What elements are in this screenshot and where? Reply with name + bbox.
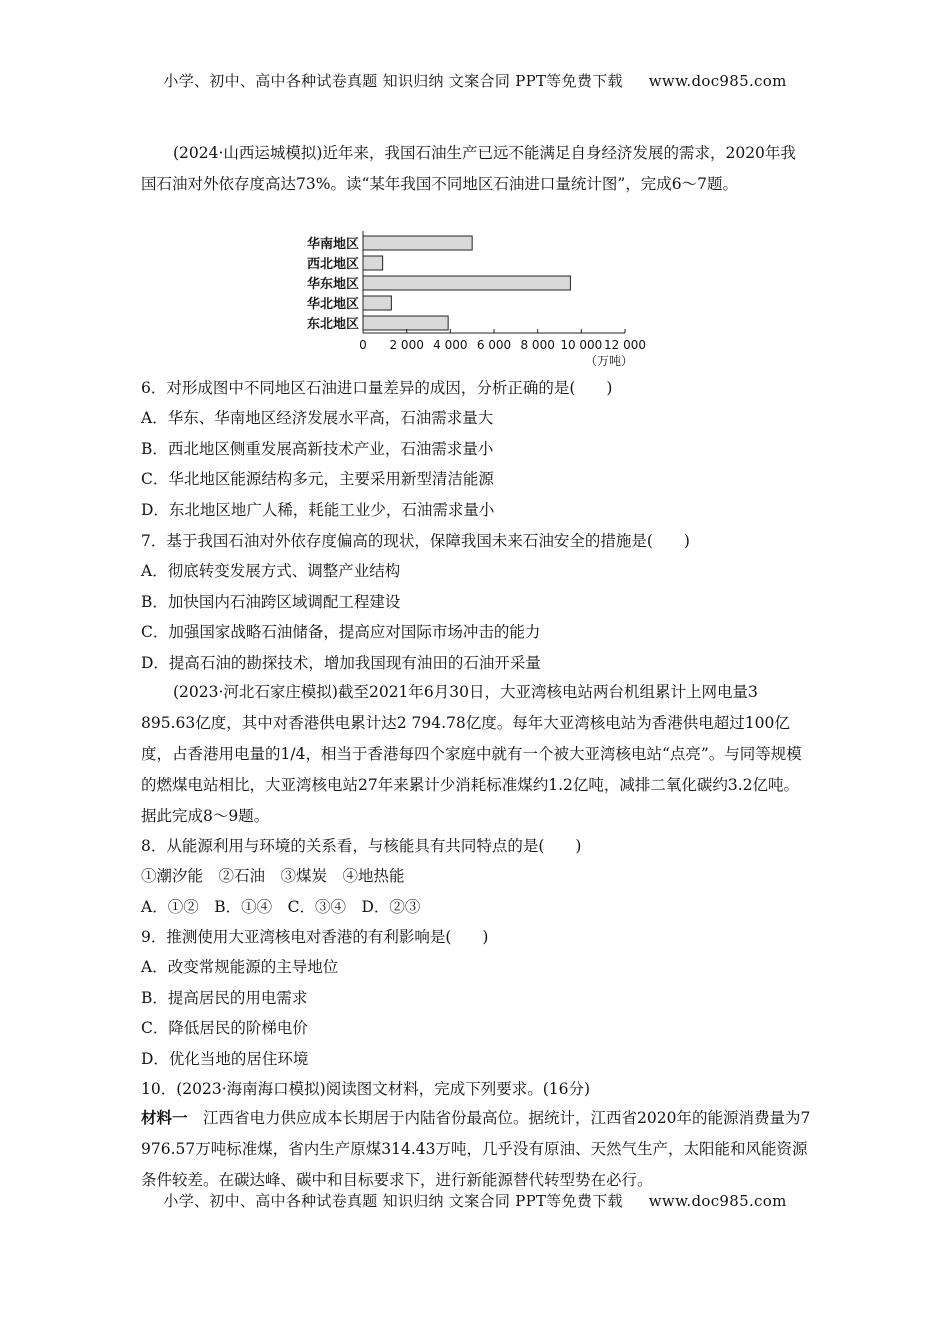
q7-option-c[interactable]: C．加强国家战略石油储备，提高应对国际市场冲击的能力 <box>141 623 541 641</box>
q6-option-d[interactable]: D．东北地区地广人稀，耗能工业少，石油需求量小 <box>141 501 495 519</box>
q6-option-b[interactable]: B．西北地区侧重发展高新技术产业，石油需求量小 <box>141 440 494 458</box>
q9-option-c[interactable]: C．降低居民的阶梯电价 <box>141 1019 308 1037</box>
chart-bar <box>363 236 472 250</box>
chart-tick-label: 8 000 <box>520 338 555 352</box>
q6-option-c[interactable]: C．华北地区能源结构多元，主要采用新型清洁能源 <box>141 470 494 488</box>
material-text: 江西省电力供应成本长期居于内陆省份最高位。据统计，江西省2020年的能源消费量为7 976.57万吨标准煤，省内生产原煤314.43万吨，几乎没有原油、天然气生产，太阳能和风能资源条件较差。在碳达峰、碳中和目标要求下，进行新能源替代转型势在必行。 <box>141 1109 811 1189</box>
chart-unit-label: （万吨） <box>584 354 633 366</box>
material-label: 材料一 <box>141 1108 188 1127</box>
q10-stem: 10．(2023·海南海口模拟)阅读图文材料，完成下列要求。(16分) <box>141 1080 591 1098</box>
chart-bar <box>363 276 570 290</box>
chart-tick-label: 6 000 <box>476 338 512 352</box>
header-site: www.doc985.com <box>648 72 787 90</box>
chart-bar <box>363 296 391 310</box>
q6-option-a[interactable]: A．华东、华南地区经济发展水平高，石油需求量大 <box>141 409 494 427</box>
intro-passage-2: (2023·河北石家庄模拟)截至2021年6月30日，大亚湾核电站两台机组累计上网电量3 895.63亿度，其中对香港供电累计达2 794.78亿度。每年大亚湾核电站为香港供电超过100亿度，占香港用电量的1/4，相当于香港每四个家庭中就有一个被大亚湾核电站“点亮”。与同等规模的燃煤电站相比，大亚湾核电站27年来累计少消耗标准煤约1.2亿吨，减排二氧化碳约3.2亿吨。据此完成8～9题。 <box>141 683 802 825</box>
chart-tick-label: 10 000 <box>560 338 603 352</box>
q7-option-a[interactable]: A．彻底转变发展方式、调整产业结构 <box>141 562 401 580</box>
chart-category-label: 华南地区 <box>306 237 359 252</box>
page-header <box>0 70 950 91</box>
chart-tick-label: 2 000 <box>389 338 424 352</box>
chart-bar <box>363 316 448 330</box>
chart-category-label: 西北地区 <box>306 257 359 272</box>
q9-stem: 9．推测使用大亚湾核电对香港的有利影响是( ) <box>141 928 489 946</box>
q7-option-d[interactable]: D．提高石油的勘探技术，增加我国现有油田的石油开采量 <box>141 654 541 672</box>
chart-tick-label: 12 000 <box>604 338 646 352</box>
chart-category-label: 华东地区 <box>306 277 359 292</box>
footer-site: www.doc985.com <box>648 1192 787 1210</box>
q10-material-1 <box>141 1102 811 1196</box>
q9-option-b[interactable]: B．提高居民的用电需求 <box>141 989 308 1007</box>
page-footer <box>0 1190 950 1211</box>
q9-option-a[interactable]: A．改变常规能源的主导地位 <box>141 958 339 976</box>
q8-options[interactable]: A．①② B．①④ C．③④ D．②③ <box>141 898 421 916</box>
q8-items: ①潮汐能 ②石油 ③煤炭 ④地热能 <box>141 867 405 885</box>
chart-category-label: 华北地区 <box>306 297 359 312</box>
q7-stem: 7．基于我国石油对外依存度偏高的现状，保障我国未来石油安全的措施是( ) <box>141 532 690 550</box>
chart-tick-label: 4 000 <box>433 338 468 352</box>
q8-stem: 8．从能源利用与环境的关系看，与核能具有共同特点的是( ) <box>141 837 582 855</box>
chart-category-label: 东北地区 <box>306 317 359 332</box>
q6-stem: 6．对形成图中不同地区石油进口量差异的成因，分析正确的是( ) <box>141 379 613 397</box>
oil-import-bar-chart <box>290 228 670 366</box>
chart-bar <box>363 256 383 270</box>
intro-passage-1: (2024·山西运城模拟)近年来，我国石油生产已远不能满足自身经济发展的需求，2020年我国石油对外依存度高达73%。读“某年我国不同地区石油进口量统计图”，完成6～7题。 <box>141 144 796 193</box>
q9-option-d[interactable]: D．优化当地的居住环境 <box>141 1050 309 1068</box>
footer-text: 小学、初中、高中各种试卷真题 知识归纳 文案合同 PPT等免费下载 <box>163 1192 623 1210</box>
q7-option-b[interactable]: B．加快国内石油跨区域调配工程建设 <box>141 593 401 611</box>
header-text: 小学、初中、高中各种试卷真题 知识归纳 文案合同 PPT等免费下载 <box>163 72 623 90</box>
chart-tick-label: 0 <box>359 338 367 352</box>
